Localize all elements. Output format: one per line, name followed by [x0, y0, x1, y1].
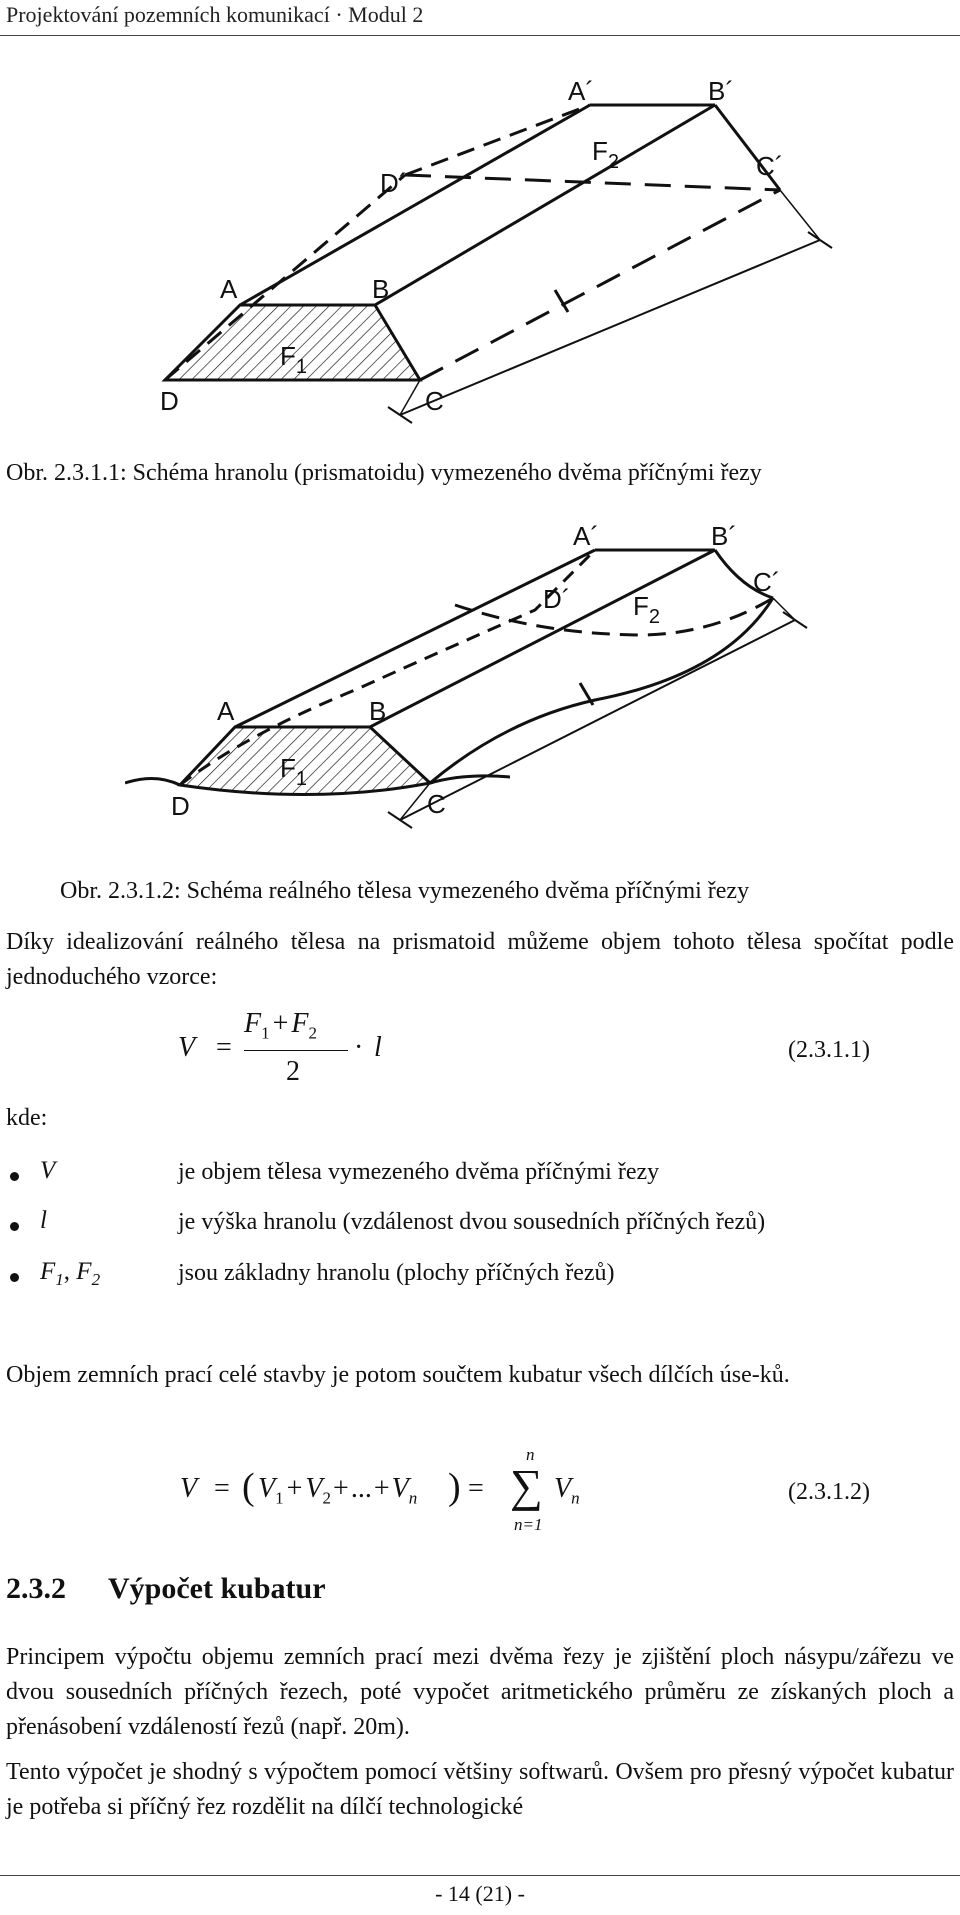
figure-real-body: [125, 515, 845, 850]
formula2-sum-upper: n: [526, 1445, 535, 1464]
label-b: B: [372, 274, 390, 304]
label-b: B: [369, 696, 387, 726]
footer-rule: [0, 1875, 960, 1876]
formula1-numerator: $F_1 + F_2$: [244, 1008, 318, 1043]
label-f2: $F_2$: [592, 136, 620, 173]
formula2-sum-terms: $V_1 + V_2+...+V_n$: [258, 1473, 418, 1508]
figure1-caption: Obr. 2.3.1.1: Schéma hranolu (prismatoidu) vymezeného dvěma příčnými řezy: [6, 460, 762, 486]
label-a: A: [220, 274, 238, 304]
label-d-prime: D´: [543, 584, 571, 614]
formula1-equals: =: [216, 1032, 232, 1063]
label-a: A: [217, 696, 235, 726]
paragraph-total-volume: Objem zemních prací celé stavby je potom součtem kubatur všech dílčích úse-ků.: [6, 1362, 790, 1388]
definition-text: jsou základny hranolu (plochy příčných řezů): [178, 1260, 615, 1286]
formula-total-volume: [180, 1445, 600, 1545]
formula2-sum-lower: n=1: [514, 1515, 543, 1534]
paragraph-principle: Principem výpočtu objemu zemních prací mezi dvěma řezy je zjištění ploch násypu/zářezu ve dvou sousedních příčných řezech, poté vypočet aritmetického průměru ze získaných ploch a přenásobení vzdáleností řezů (např. 20m).: [6, 1644, 954, 1740]
label-d: D: [160, 386, 179, 416]
definition-symbol: V: [40, 1157, 56, 1184]
label-c: C: [427, 789, 446, 819]
definition-text: je výška hranolu (vzdálenost dvou sousedních příčných řezů): [178, 1209, 766, 1235]
section-number: 2.3.2: [6, 1572, 66, 1605]
formula1-number: (2.3.1.1): [788, 1037, 870, 1063]
formula1-lhs: V: [178, 1032, 196, 1063]
formula2-equals-2: =: [468, 1473, 484, 1504]
formula2-equals: =: [214, 1473, 230, 1504]
where-label: kde:: [6, 1105, 48, 1131]
intro-paragraph: Díky idealizování reálného tělesa na prismatoid můžeme objem tohoto tělesa spočítat podle jednoduchého vzorce:: [6, 929, 954, 990]
formula1-dot: ·: [354, 1032, 364, 1063]
label-c-prime: C´: [753, 567, 781, 597]
page-number: - 14 (21) -: [435, 1881, 525, 1906]
definition-symbol: $F_1$, $F_2$: [40, 1258, 101, 1289]
formula2-open-paren: (: [242, 1466, 255, 1508]
bullet: [10, 1273, 19, 1282]
label-a-prime: A´: [573, 521, 599, 551]
formula-volume-prismatoid: [178, 1008, 398, 1098]
formula2-close-paren: ): [448, 1466, 461, 1508]
header-rule: [0, 35, 960, 36]
label-c-prime: C´: [756, 151, 784, 181]
label-b-prime: B´: [711, 521, 737, 551]
page-header: Projektování pozemních komunikací · Modul 2: [6, 2, 424, 27]
label-c: C: [425, 386, 444, 416]
figure2-caption: Obr. 2.3.1.2: Schéma reálného tělesa vymezeného dvěma příčnými řezy: [60, 878, 750, 904]
definition-text: je objem tělesa vymezeného dvěma příčnými řezy: [178, 1159, 660, 1185]
bullet: [10, 1172, 19, 1181]
label-d: D: [171, 791, 190, 821]
label-f1: $F_1$: [280, 753, 308, 790]
formula1-fraction-bar: [244, 1050, 348, 1051]
label-b-prime: B´: [708, 80, 734, 106]
formula1-l: l: [374, 1032, 382, 1063]
formula2-sigma: ∑: [510, 1460, 543, 1511]
label-d-prime: D´: [380, 168, 408, 198]
formula2-v: V: [180, 1473, 198, 1504]
label-f1: $F_1$: [280, 341, 308, 378]
section-title: Výpočet kubatur: [108, 1572, 326, 1605]
definition-symbol: l: [40, 1207, 47, 1234]
label-a-prime: A´: [568, 80, 594, 106]
paragraph-software: Tento výpočet je shodný s výpočtem pomocí většiny softwarů. Ovšem pro přesný výpočet kubatur je potřeba si příčný řez rozdělit na dílčí technologické: [6, 1759, 954, 1820]
figure-prismatoid: [160, 80, 840, 440]
formula2-number: (2.3.1.2): [788, 1479, 870, 1505]
formula2-vn: $V_n$: [554, 1473, 580, 1508]
bullet: [10, 1222, 19, 1231]
formula1-denominator: 2: [286, 1056, 300, 1087]
label-f2: $F_2$: [633, 591, 661, 628]
